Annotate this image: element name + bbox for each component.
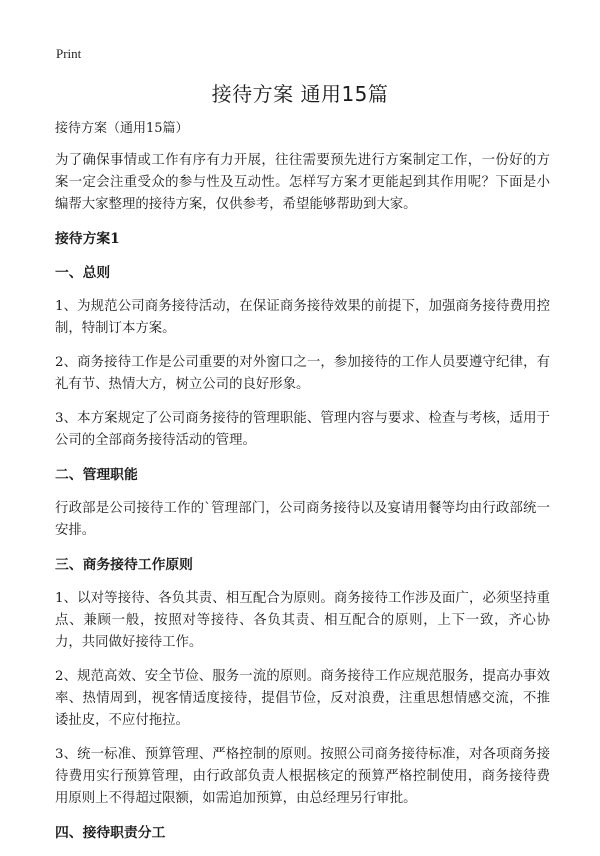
heading-principles: 三、商务接待工作原则 (55, 557, 193, 573)
page-title: 接待方案 通用15篇 (211, 82, 389, 106)
paragraph: 1、为规范公司商务接待活动，在保证商务接待效果的前提下，加强商务接待费用控制，特制订本方案。 (55, 299, 550, 336)
paragraph: 1、以对等接待、各负其责、相互配合为原则。商务接待工作涉及面广，必须坚持重点、兼顾一般，按照对等接待、各负其责、相互配合的原则，上下一致，齐心协力，共同做好接待工作。 (55, 591, 550, 650)
paragraph: 3、本方案规定了公司商务接待的管理职能、管理内容与要求、检查与考核，适用于公司的全部商务接待活动的管理。 (55, 411, 550, 448)
paragraph: 3、统一标准、预算管理、严格控制的原则。按照公司商务接待标准，对各项商务接待费用实行预算管理，由行政部负责人根据核定的预算严格控制使用，商务接待费用原则上不得超过限额，如需追加预算，由总经理另行审批。 (55, 747, 550, 806)
paragraph: 行政部是公司接待工作的`管理部门，公司商务接待以及宴请用餐等均由行政部统一安排。 (55, 501, 550, 538)
paragraph: 2、规范高效、安全节俭、服务一流的原则。商务接待工作应规范服务，提高办事效率、热情周到，视客情适度接待，提倡节俭，反对浪费，注重思想情感交流，不推诿扯皮，不应付拖拉。 (55, 669, 550, 728)
document-subtitle: 接待方案（通用15篇） (55, 121, 189, 136)
section-title: 接待方案1 (55, 231, 120, 247)
intro-paragraph: 为了确保事情或工作有序有力开展，往往需要预先进行方案制定工作，一份好的方案一定会注重受众的参与性及互动性。怎样写方案才更能起到其作用呢？下面是小编帮大家整理的接待方案，仅供参考，希望能够帮助到大家。 (55, 153, 550, 212)
heading-general: 一、总则 (55, 265, 111, 281)
heading-management-functions: 二、管理职能 (55, 467, 138, 483)
heading-responsibilities: 四、接待职责分工 (55, 825, 166, 841)
document-body (55, 118, 550, 856)
paragraph: 2、商务接待工作是公司重要的对外窗口之一，参加接待的工作人员要遵守纪律，有礼有节、热情大方，树立公司的良好形象。 (55, 355, 550, 392)
print-link[interactable]: Print (56, 46, 82, 61)
